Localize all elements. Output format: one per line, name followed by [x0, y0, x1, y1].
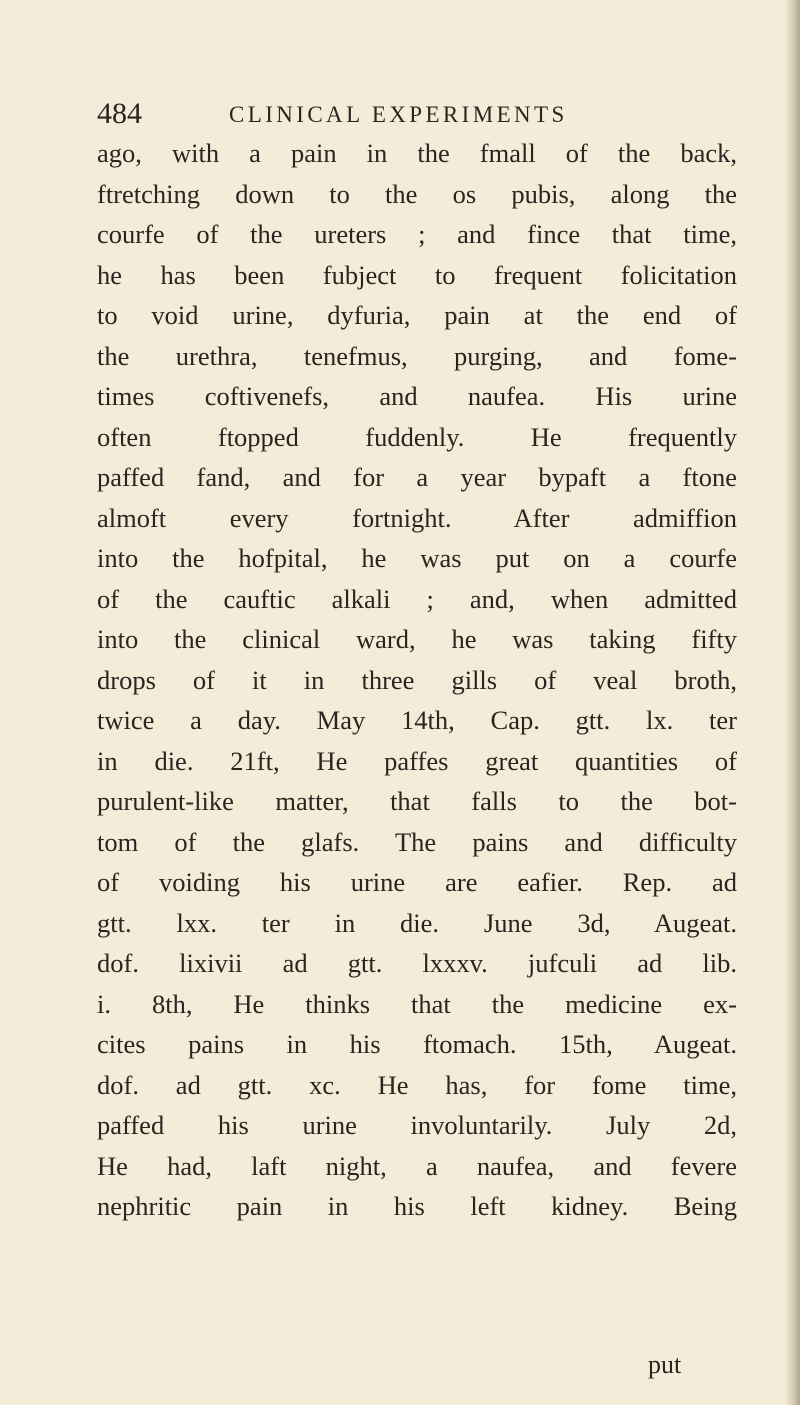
text-line: courfe of the ureters ; and fince that time, [97, 219, 737, 249]
text-line: of voiding his urine are eafier. Rep. ad [97, 867, 737, 897]
page-edge-shadow [784, 0, 800, 1405]
text-line: the urethra, tenefmus, purging, and fome- [97, 340, 737, 371]
text-line: paffed his urine involuntarily. July 2d, [97, 1110, 737, 1140]
text-line: often ftopped fuddenly. He frequently [97, 421, 737, 452]
text-line: gtt. lxx. ter in die. June 3d, Augeat. [97, 907, 737, 938]
text-line: almoft every fortnight. After admiffion [97, 502, 737, 533]
text-line: nephritic pain in his left kidney. Being [97, 1191, 737, 1221]
text-line: dof. lixivii ad gtt. lxxxv. jufculi ad lib. [97, 948, 737, 978]
text-line: cites pains in his ftomach. 15th, Augeat. [97, 1029, 737, 1059]
text-line: paffed fand, and for a year bypaft a ftone [97, 462, 737, 492]
text-line: of the cauftic alkali ; and, when admitted [97, 583, 737, 614]
text-line: in die. 21ft, He paffes great quantities of [97, 745, 737, 776]
text-line: dof. ad gtt. xc. He has, for fome time, [97, 1069, 737, 1100]
body-text [97, 133, 737, 1227]
text-line: into the clinical ward, he was taking fifty [97, 624, 737, 654]
text-line: drops of it in three gills of veal broth, [97, 664, 737, 695]
page-number: 484 [97, 97, 142, 130]
text-line: to void urine, dyfuria, pain at the end of [97, 300, 737, 330]
text-line: i. 8th, He thinks that the medicine ex- [97, 988, 737, 1019]
text-line: ftretching down to the os pubis, along the [97, 178, 737, 209]
text-line: into the hofpital, he was put on a courfe [97, 543, 737, 573]
text-line: times coftivenefs, and naufea. His urine [97, 381, 737, 411]
text-line: He had, laft night, a naufea, and fevere [97, 1150, 737, 1181]
text-line: ago, with a pain in the fmall of the back, [97, 138, 737, 168]
text-line: twice a day. May 14th, Cap. gtt. lx. ter [97, 705, 737, 735]
catchword: put [648, 1350, 682, 1379]
page-header [97, 96, 737, 136]
running-head: CLINICAL EXPERIMENTS [229, 102, 568, 127]
text-line: he has been fubject to frequent folicitation [97, 259, 737, 290]
text-line: tom of the glafs. The pains and difficulty [97, 826, 737, 857]
text-line: purulent-like matter, that falls to the bot- [97, 786, 737, 816]
